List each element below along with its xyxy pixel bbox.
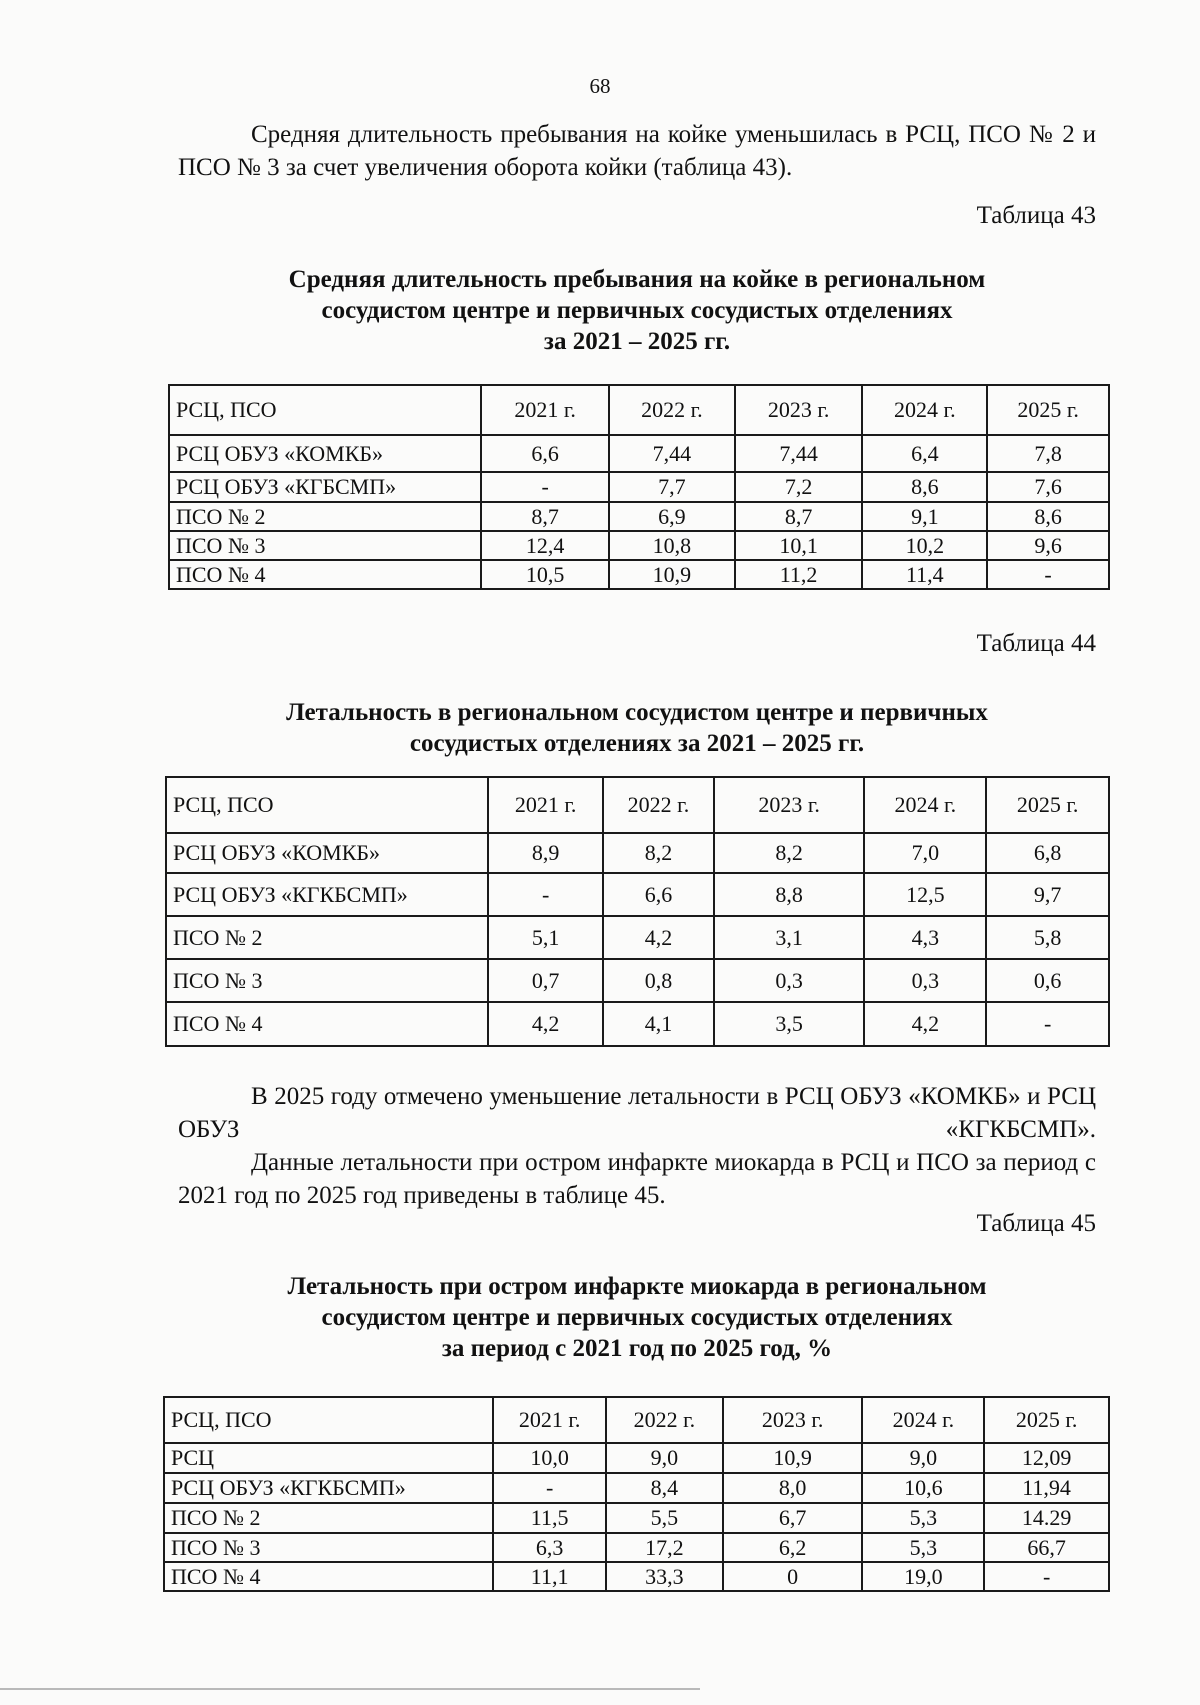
column-header: 2021 г. [488,777,603,833]
table-row [169,472,1109,502]
table-44 [165,776,1110,1047]
table-row [164,1473,1109,1503]
column-header: 2023 г. [723,1397,863,1443]
table-cell: 10,1 [735,531,863,560]
table-row [166,873,1109,916]
row-label: ПСО № 2 [164,1503,493,1533]
column-header: 2023 г. [735,385,863,435]
table-cell: - [987,560,1109,589]
row-label: ПСО № 4 [164,1562,493,1591]
table-header-row [164,1397,1109,1443]
paragraph-ami-lethality: Данные летальности при остром инфаркте миокарда в РСЦ и ПСО за период с 2021 год по 2025 год приведены в таблице 45. [178,1149,1096,1209]
column-header: 2022 г. [603,777,714,833]
table-cell: 7,8 [987,435,1109,472]
table-cell: 8,6 [862,472,987,502]
table-45-title-line: сосудистом центре и первичных сосудистых отделениях [321,1304,953,1331]
table-cell: 11,94 [984,1473,1109,1503]
table-cell: 0,8 [603,959,714,1002]
table-cell: 4,2 [864,1002,986,1046]
row-label: РСЦ ОБУЗ «КГБСМП» [169,472,481,502]
table-44-title-line: Летальность в региональном сосудистом центре и первичных [286,699,988,726]
page-number: 68 [589,74,611,98]
table-cell: 5,3 [862,1503,984,1533]
column-header: 2022 г. [606,1397,723,1443]
column-header: РСЦ, ПСО [164,1397,493,1443]
row-label: РСЦ ОБУЗ «КГКБСМП» [164,1473,493,1503]
table-cell: 17,2 [606,1533,723,1562]
table-45-title-line: за период с 2021 год по 2025 год, % [441,1335,833,1362]
table-cell: 7,7 [609,472,735,502]
table-row [164,1503,1109,1533]
table-cell: 11,4 [862,560,987,589]
intro-paragraph: Средняя длительность пребывания на койке уменьшилась в РСЦ, ПСО № 2 и ПСО № 3 за счет увеличения оборота койки (таблица 43). [178,121,1096,181]
table-cell: 5,1 [488,916,603,959]
table-45 [163,1396,1110,1592]
column-header: РСЦ, ПСО [169,385,481,435]
table-cell: 8,2 [603,833,714,873]
table-cell: 12,09 [984,1443,1109,1473]
column-header: 2021 г. [481,385,609,435]
row-label: ПСО № 3 [164,1533,493,1562]
column-header: 2023 г. [714,777,865,833]
table-cell: 11,1 [493,1562,606,1591]
column-header: 2025 г. [986,777,1109,833]
table-cell: - [986,1002,1109,1046]
table-cell: 9,0 [606,1443,723,1473]
table-43 [168,384,1110,590]
row-label: ПСО № 3 [166,959,488,1002]
table-cell: 3,5 [714,1002,865,1046]
table-cell: 6,7 [723,1503,863,1533]
row-label: ПСО № 2 [166,916,488,959]
table-cell: 9,6 [987,531,1109,560]
table-cell: 19,0 [862,1562,984,1591]
table-row [164,1533,1109,1562]
table-header-row [166,777,1109,833]
column-header: 2024 г. [862,385,987,435]
table-cell: 6,4 [862,435,987,472]
table-cell: 6,6 [603,873,714,916]
table-cell: 7,0 [864,833,986,873]
table-cell: 6,9 [609,502,735,531]
table-cell: 10,9 [609,560,735,589]
table-cell: 7,6 [987,472,1109,502]
table-cell: 66,7 [984,1533,1109,1562]
table-cell: 0 [723,1562,863,1591]
table-row [169,560,1109,589]
table-cell: 6,8 [986,833,1109,873]
table-cell: 9,1 [862,502,987,531]
table-cell: 0,3 [714,959,865,1002]
row-label: ПСО № 4 [166,1002,488,1046]
table-row [166,959,1109,1002]
table-cell: 12,5 [864,873,986,916]
table-cell: 4,2 [603,916,714,959]
table-cell: 10,0 [493,1443,606,1473]
table-cell: 5,8 [986,916,1109,959]
table-43-title-line: за 2021 – 2025 гг. [543,328,731,355]
row-label: РСЦ ОБУЗ «КОМКБ» [166,833,488,873]
row-label: ПСО № 2 [169,502,481,531]
table-44-title-line: сосудистых отделениях за 2021 – 2025 гг. [409,730,865,757]
table-row [169,531,1109,560]
row-label: РСЦ [164,1443,493,1473]
table-cell: 33,3 [606,1562,723,1591]
table-row [166,1002,1109,1046]
table-row [169,435,1109,472]
table-43-title-line: Средняя длительность пребывания на койке в региональном [288,266,986,293]
table-cell: 14.29 [984,1503,1109,1533]
table-cell: 5,3 [862,1533,984,1562]
paragraph-lethality-decrease: В 2025 году отмечено уменьшение летальности в РСЦ ОБУЗ «КОМКБ» и РСЦ ОБУЗ «КГКБСМП». [178,1083,1096,1143]
table-cell: 8,7 [481,502,609,531]
table-cell: 3,1 [714,916,865,959]
table-cell: 8,2 [714,833,865,873]
table-cell: 9,7 [986,873,1109,916]
column-header: 2025 г. [987,385,1109,435]
table-44-title [178,697,1096,759]
table-cell: 10,8 [609,531,735,560]
table-cell: 8,8 [714,873,865,916]
table-43-label: Таблица 43 [976,202,1096,229]
table-cell: 6,6 [481,435,609,472]
column-header: 2022 г. [609,385,735,435]
column-header: 2024 г. [862,1397,984,1443]
column-header: 2025 г. [984,1397,1109,1443]
table-row [164,1562,1109,1591]
table-cell: 11,5 [493,1503,606,1533]
table-cell: 10,2 [862,531,987,560]
table-cell: 10,9 [723,1443,863,1473]
table-cell: 4,3 [864,916,986,959]
table-45-label: Таблица 45 [976,1210,1096,1237]
table-cell: 8,4 [606,1473,723,1503]
table-cell: 0,7 [488,959,603,1002]
table-cell: 8,9 [488,833,603,873]
table-cell: - [493,1473,606,1503]
table-cell: 0,6 [986,959,1109,1002]
table-header-row [169,385,1109,435]
table-cell: - [481,472,609,502]
table-cell: 8,0 [723,1473,863,1503]
column-header: 2021 г. [493,1397,606,1443]
table-45-title-line: Летальность при остром инфаркте миокарда в региональном [287,1273,987,1300]
table-cell: - [984,1562,1109,1591]
table-cell: 4,2 [488,1002,603,1046]
table-cell: 12,4 [481,531,609,560]
table-row [169,502,1109,531]
table-cell: 7,44 [609,435,735,472]
column-header: РСЦ, ПСО [166,777,488,833]
table-cell: - [488,873,603,916]
table-cell: 6,2 [723,1533,863,1562]
table-45-title [178,1271,1096,1364]
table-cell: 7,44 [735,435,863,472]
table-cell: 11,2 [735,560,863,589]
table-cell: 8,7 [735,502,863,531]
table-44-label: Таблица 44 [976,630,1096,657]
row-label: РСЦ ОБУЗ «КГКБСМП» [166,873,488,916]
table-cell: 4,1 [603,1002,714,1046]
row-label: ПСО № 4 [169,560,481,589]
table-row [164,1443,1109,1473]
table-row [166,916,1109,959]
row-label: ПСО № 3 [169,531,481,560]
table-cell: 10,5 [481,560,609,589]
table-cell: 0,3 [864,959,986,1002]
table-cell: 6,3 [493,1533,606,1562]
table-cell: 5,5 [606,1503,723,1533]
table-cell: 9,0 [862,1443,984,1473]
table-cell: 8,6 [987,502,1109,531]
table-43-title [178,264,1096,357]
table-cell: 10,6 [862,1473,984,1503]
table-row [166,833,1109,873]
scan-artifact-line [0,1688,700,1690]
column-header: 2024 г. [864,777,986,833]
row-label: РСЦ ОБУЗ «КОМКБ» [169,435,481,472]
table-cell: 7,2 [735,472,863,502]
table-43-title-line: сосудистом центре и первичных сосудистых отделениях [321,297,953,324]
